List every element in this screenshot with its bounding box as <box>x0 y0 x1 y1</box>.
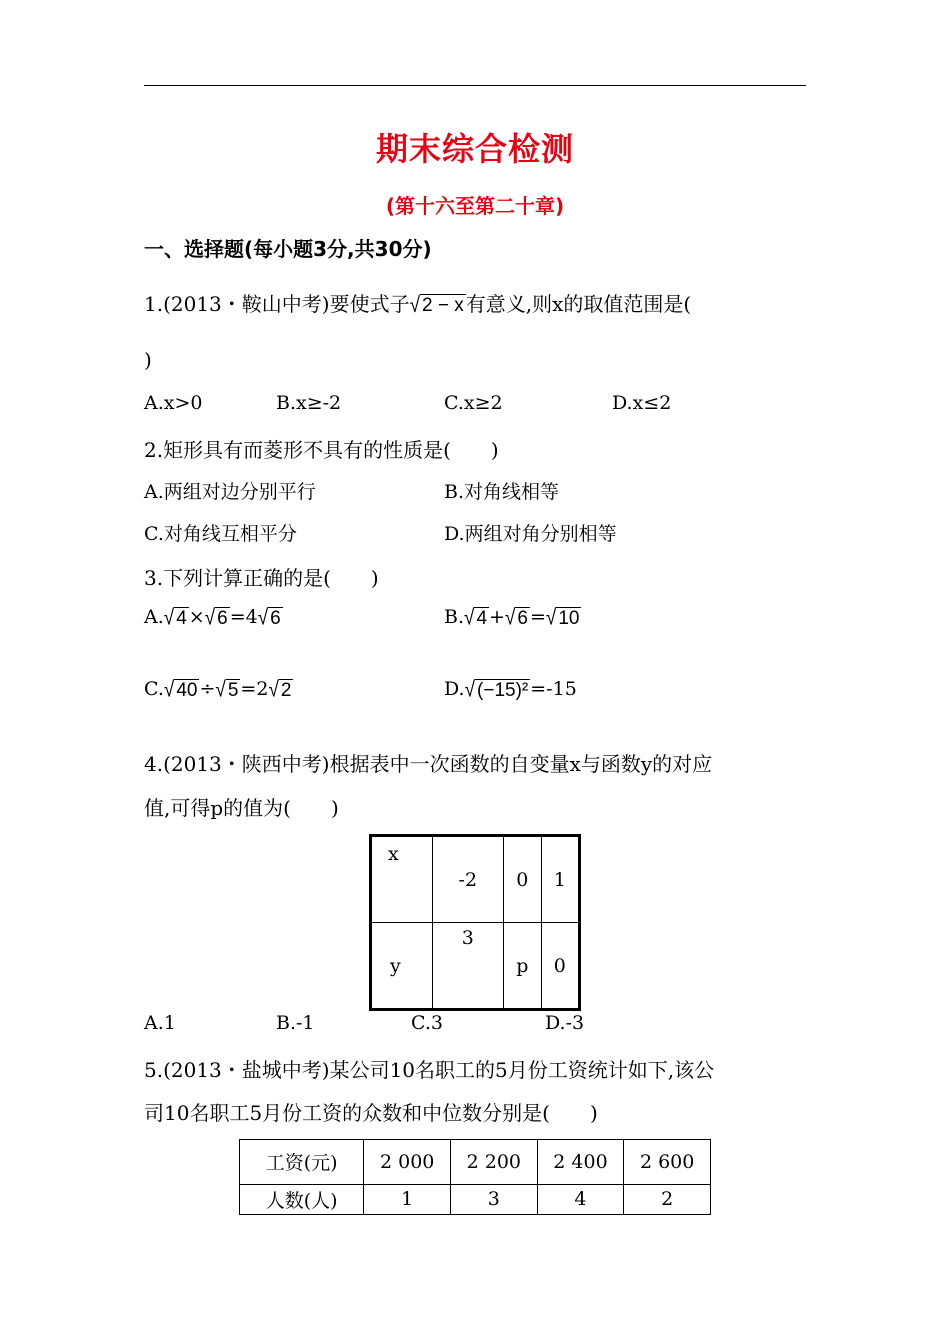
q4-table <box>369 834 581 1011</box>
q4-table-y-label: y <box>371 923 433 1010</box>
q4-table-cell: -2 <box>432 836 503 923</box>
q5-table-cell: 2 400 <box>537 1140 624 1185</box>
q2-option-b: B.对角线相等 <box>444 481 560 503</box>
page-subtitle: (第十六至第二十章) <box>385 194 565 218</box>
q5-table-cell: 2 000 <box>364 1140 451 1185</box>
header-rule <box>144 85 806 86</box>
q4-option-b: B.-1 <box>276 1012 315 1034</box>
q5-table-cell: 2 600 <box>624 1140 711 1185</box>
q5-table-row-label: 人数(人) <box>240 1184 364 1214</box>
q4-table-x-label: x <box>371 836 433 923</box>
q5-table-cell: 3 <box>451 1184 538 1214</box>
q5-table-cell: 1 <box>364 1184 451 1214</box>
q4-table-cell: 0 <box>541 923 579 1010</box>
q5-stem-line2: 司10名职工5月份工资的众数和中位数分别是( ) <box>144 1101 598 1125</box>
q2-option-c: C.对角线互相平分 <box>144 523 297 545</box>
q2-option-d: D.两组对角分别相等 <box>444 523 617 545</box>
page-title: 期末综合检测 <box>375 130 574 168</box>
q5-table-cell: 2 200 <box>451 1140 538 1185</box>
q4-stem-line1: 4.(2013・陕西中考)根据表中一次函数的自变量x与函数y的对应 <box>144 752 713 776</box>
q3-option-b: B.√ 4 +√ 6 =√ 10 <box>444 605 580 630</box>
q4-stem-line2: 值,可得p的值为( ) <box>144 796 339 820</box>
q4-table-cell: 1 <box>541 836 579 923</box>
q5-stem-line1: 5.(2013・盐城中考)某公司10名职工的5月份工资统计如下,该公 <box>144 1058 715 1082</box>
q2-option-a: A.两组对边分别平行 <box>144 481 316 503</box>
q4-option-d: D.-3 <box>545 1012 585 1034</box>
q4-table-cell: 0 <box>504 836 541 923</box>
q2-stem: 2.矩形具有而菱形不具有的性质是( ) <box>144 438 499 462</box>
q3-option-c: C.√ 40 ÷√ 5 =2√ 2 <box>144 677 292 702</box>
q1-option-a: A.x>0 <box>144 392 203 414</box>
q1-stem: 1.(2013・鞍山中考)要使式子√ 2 − x 有意义,则x的取值范围是( <box>144 292 692 318</box>
q1-option-d: D.x≤2 <box>612 392 672 414</box>
q5-table-cell: 2 <box>624 1184 711 1214</box>
q5-table <box>239 1139 711 1215</box>
q3-stem: 3.下列计算正确的是( ) <box>144 566 379 590</box>
q1-radical: √ 2 − x <box>409 293 464 318</box>
q3-option-a: A.√ 4 ×√ 6 =4√ 6 <box>144 605 281 630</box>
q4-option-c: C.3 <box>411 1012 443 1034</box>
section-heading: 一、选择题(每小题3分,共30分) <box>144 237 432 261</box>
q4-option-a: A.1 <box>144 1012 176 1034</box>
q1-option-b: B.x≥-2 <box>276 392 342 414</box>
q4-table-cell: 3 <box>432 923 503 1010</box>
q1-stem-close: ) <box>144 348 152 372</box>
q4-table-cell: p <box>504 923 541 1010</box>
q5-table-row-label: 工资(元) <box>240 1140 364 1185</box>
q5-table-cell: 4 <box>537 1184 624 1214</box>
q1-option-c: C.x≥2 <box>444 392 503 414</box>
q3-option-d: D.√ (−15)² =-15 <box>444 677 577 702</box>
